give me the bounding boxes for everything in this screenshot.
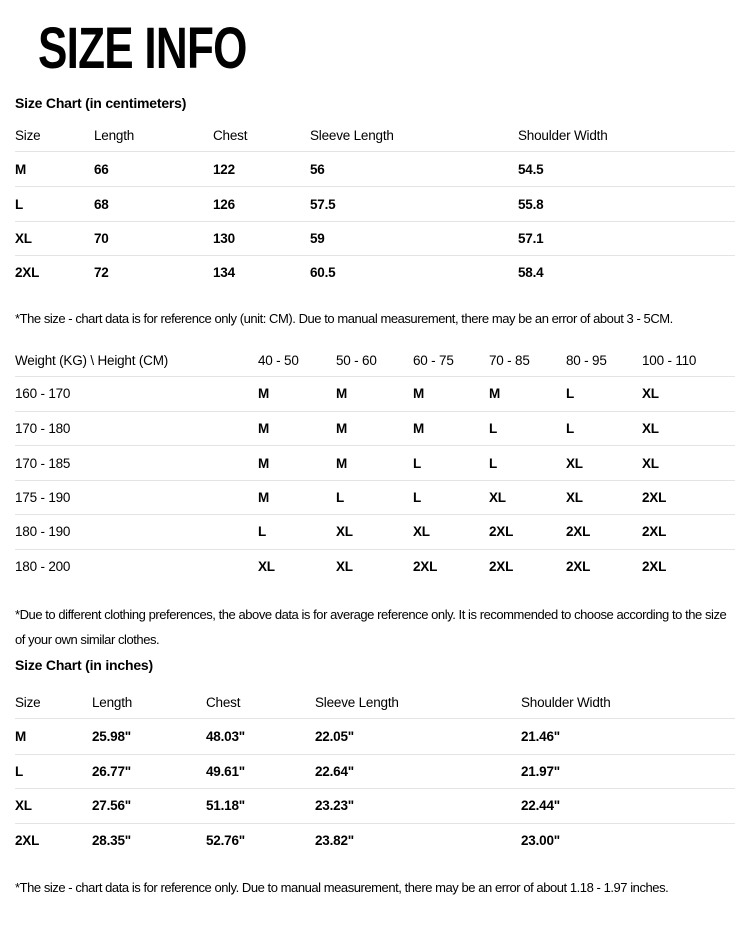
table-cell: 22.44" — [521, 798, 560, 814]
page-title: SIZE INFO — [38, 16, 247, 81]
size-cell: 2XL — [642, 524, 667, 540]
table-cell: 22.05" — [315, 729, 354, 745]
table-row — [15, 445, 735, 479]
size-cell: M — [15, 161, 27, 177]
size-cell: M — [15, 729, 27, 745]
table-cell: 51.18" — [206, 798, 245, 814]
table-row — [15, 411, 735, 445]
size-cell: L — [566, 421, 575, 437]
size-cell: L — [258, 524, 267, 540]
size-cell: 2XL — [413, 558, 438, 574]
inch-col-header-length: Length — [92, 695, 133, 711]
table-cell: 23.82" — [315, 832, 354, 848]
size-cell: M — [336, 455, 348, 471]
size-cell: M — [258, 489, 270, 505]
table-row — [15, 377, 735, 411]
size-cell: M — [336, 421, 348, 437]
size-cell: XL — [642, 421, 659, 437]
cm-col-header-chest: Chest — [213, 128, 248, 143]
table-row — [15, 152, 735, 186]
size-cell: L — [413, 489, 422, 505]
size-cell: XL — [15, 798, 32, 814]
size-cell: XL — [642, 455, 659, 471]
table-row — [15, 788, 735, 822]
size-cell: L — [489, 421, 498, 437]
size-cell: L — [15, 763, 24, 779]
height-range-cell: 170 - 185 — [15, 455, 71, 471]
size-cell: 2XL — [489, 558, 514, 574]
weight-height-corner-header: Weight (KG) \ Height (CM) — [15, 353, 169, 369]
weight-col-header: 50 - 60 — [336, 353, 377, 369]
table-cell: 66 — [94, 161, 109, 177]
size-cell: M — [489, 386, 501, 402]
weight-height-header-row — [15, 346, 735, 377]
inch-size-table — [15, 687, 735, 857]
inch-table-note: *The size - chart data is for reference only. Due to manual measurement, there may be an error of about 1.18 - 1.97 inches. — [15, 879, 669, 895]
cm-size-table — [15, 120, 735, 290]
size-cell: XL — [489, 489, 506, 505]
table-cell: 68 — [94, 196, 109, 212]
table-row — [15, 255, 735, 289]
fit-preference-note: *Due to different clothing preferences, the above data is for average reference only. It is recommended to choose according to the size of your own similar clothes. — [15, 606, 727, 647]
table-cell: 21.46" — [521, 729, 560, 745]
table-cell: 27.56" — [92, 798, 131, 814]
cm-col-header-size: Size — [15, 128, 41, 143]
table-cell: 48.03" — [206, 729, 245, 745]
size-info-page — [0, 16, 750, 899]
size-cell: L — [413, 455, 422, 471]
table-cell: 72 — [94, 265, 109, 281]
table-cell: 28.35" — [92, 832, 131, 848]
size-cell: L — [489, 455, 498, 471]
cm-chart-heading: Size Chart (in centimeters) — [15, 95, 187, 111]
table-row — [15, 549, 735, 583]
size-cell: XL — [413, 524, 430, 540]
table-cell: 49.61" — [206, 763, 245, 779]
height-range-cell: 170 - 180 — [15, 421, 71, 437]
size-cell: 2XL — [566, 558, 591, 574]
size-cell: XL — [15, 230, 32, 246]
inch-col-header-sleeve-length: Sleeve Length — [315, 695, 399, 711]
table-cell: 122 — [213, 161, 235, 177]
size-cell: 2XL — [15, 832, 40, 848]
table-cell: 130 — [213, 230, 235, 246]
height-range-cell: 180 - 190 — [15, 524, 71, 540]
table-cell: 23.23" — [315, 798, 354, 814]
inch-table-header-row — [15, 687, 735, 720]
weight-col-header: 80 - 95 — [566, 353, 607, 369]
table-cell: 54.5 — [518, 161, 544, 177]
table-cell: 26.77" — [92, 763, 131, 779]
weight-col-header: 60 - 75 — [413, 353, 454, 369]
cm-col-header-sleeve-length: Sleeve Length — [310, 128, 394, 143]
table-cell: 57.1 — [518, 230, 544, 246]
size-cell: 2XL — [642, 489, 667, 505]
size-cell: XL — [566, 489, 583, 505]
height-range-cell: 180 - 200 — [15, 558, 71, 574]
table-row — [15, 186, 735, 220]
table-cell: 21.97" — [521, 763, 560, 779]
inch-col-header-size: Size — [15, 695, 41, 711]
table-cell: 126 — [213, 196, 235, 212]
size-cell: M — [336, 386, 348, 402]
size-cell: 2XL — [566, 524, 591, 540]
table-cell: 25.98" — [92, 729, 131, 745]
table-cell: 58.4 — [518, 265, 544, 281]
weight-col-header: 40 - 50 — [258, 353, 299, 369]
weight-height-table — [15, 346, 735, 583]
size-cell: M — [413, 386, 425, 402]
table-cell: 52.76" — [206, 832, 245, 848]
size-cell: 2XL — [642, 558, 667, 574]
table-row — [15, 823, 735, 857]
size-cell: XL — [566, 455, 583, 471]
cm-table-note: *The size - chart data is for reference only (unit: CM). Due to manual measurement, there may be an error of about 3 - 5CM. — [15, 310, 673, 326]
table-cell: 60.5 — [310, 265, 336, 281]
size-cell: L — [15, 196, 24, 212]
size-cell: M — [258, 386, 270, 402]
table-cell: 57.5 — [310, 196, 336, 212]
table-cell: 56 — [310, 161, 325, 177]
table-row — [15, 514, 735, 548]
size-cell: 2XL — [489, 524, 514, 540]
size-cell: L — [336, 489, 345, 505]
size-cell: M — [413, 421, 425, 437]
inch-col-header-chest: Chest — [206, 695, 241, 711]
size-cell: XL — [258, 558, 275, 574]
table-cell: 59 — [310, 230, 325, 246]
weight-col-header: 100 - 110 — [642, 353, 697, 369]
cm-col-header-length: Length — [94, 128, 135, 143]
height-range-cell: 160 - 170 — [15, 386, 71, 402]
inch-chart-heading: Size Chart (in inches) — [15, 656, 153, 673]
size-cell: L — [566, 386, 575, 402]
table-cell: 134 — [213, 265, 235, 281]
weight-col-header: 70 - 85 — [489, 353, 530, 369]
cm-table-header-row — [15, 120, 735, 152]
size-cell: 2XL — [15, 265, 40, 281]
table-row — [15, 754, 735, 788]
table-cell: 70 — [94, 230, 109, 246]
size-cell: XL — [336, 558, 353, 574]
height-range-cell: 175 - 190 — [15, 489, 71, 505]
size-cell: XL — [336, 524, 353, 540]
cm-col-header-shoulder-width: Shoulder Width — [518, 128, 608, 143]
inch-col-header-shoulder-width: Shoulder Width — [521, 695, 611, 711]
size-cell: M — [258, 455, 270, 471]
table-cell: 23.00" — [521, 832, 560, 848]
table-cell: 22.64" — [315, 763, 354, 779]
size-cell: M — [258, 421, 270, 437]
table-cell: 55.8 — [518, 196, 544, 212]
table-row — [15, 221, 735, 255]
table-row — [15, 480, 735, 514]
table-row — [15, 719, 735, 753]
size-cell: XL — [642, 386, 659, 402]
